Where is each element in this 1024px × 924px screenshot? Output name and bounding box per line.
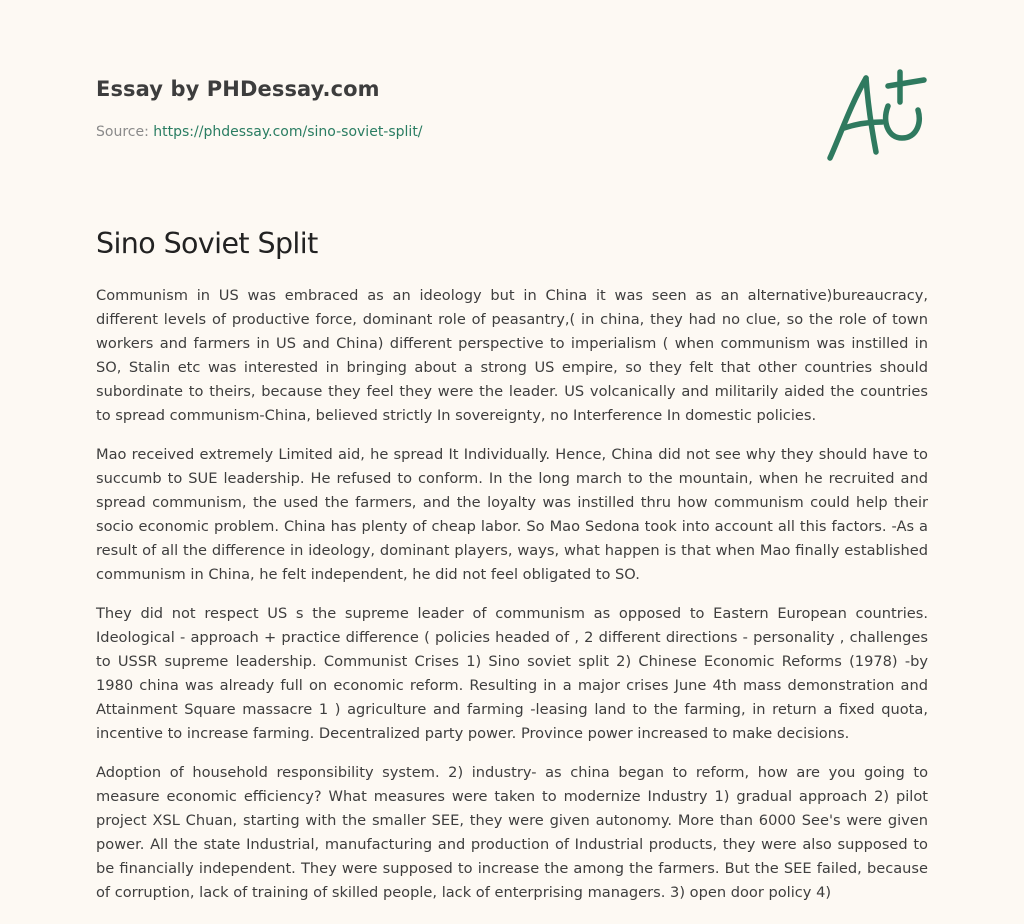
source-line bbox=[96, 122, 936, 142]
document-header bbox=[96, 74, 936, 142]
essay-paragraph: Communism in US was embraced as an ideology but in China it was seen as an alternative)bureaucracy, different levels of productive force, dominant role of peasantry,( in china, they had no clue, so the role of town workers and farmers in US and China) different perspective to imperialism ( when communism was instilled in SO, Stalin etc was interested in bringing about a strong US empire, so they felt that other countries should subordinate to theirs, because they feel they were the leader. US volcanically and militarily aided the countries to spread communism-China, believed strictly In sovereignty, no Interference In domestic policies. bbox=[96, 287, 928, 424]
a-plus-grade-icon bbox=[822, 66, 932, 166]
source-link[interactable]: https://phdessay.com/sino-soviet-split/ bbox=[153, 124, 423, 140]
essay-paragraph: They did not respect US s the supreme leader of communism as opposed to Eastern European countries. Ideological - approach + practice difference ( policies headed of , 2 different directions - personality , challenges to USSR supreme leadership. Communist Crises 1) Sino soviet split 2) Chinese Economic Reforms (1978) -by 1980 china was already full on economic reform. Resulting in a major crises June 4th mass demonstration and Attainment Square massacre 1 ) agriculture and farming -leasing land to the farming, in return a fixed quota, incentive to increase farming. Decentralized party power. Province power increased to make decisions. bbox=[96, 605, 928, 742]
essay-paragraph: Mao received extremely Limited aid, he spread It Individually. Hence, China did not see why they should have to succumb to SUE leadership. He refused to conform. In the long march to the mountain, when he recruited and spread communism, the used the farmers, and the loyalty was instilled thru how communism could help their socio economic problem. China has plenty of cheap labor. So Mao Sedona took into account all this factors. -As a result of all the difference in ideology, dominant players, ways, what happen is that when Mao finally established communism in China, he felt independent, he did not feel obligated to SO. bbox=[96, 446, 928, 583]
a-plus-grade-svg bbox=[822, 66, 932, 166]
brand-title: Essay by PHDessay.com bbox=[96, 77, 380, 101]
essay-paragraph: Adoption of household responsibility system. 2) industry- as china began to reform, how are you going to measure economic efficiency? What measures were taken to modernize Industry 1) gradual approach 2) pilot project XSL Chuan, starting with the smaller SEE, they were given autonomy. More than 6000 See's were given power. All the state Industrial, manufacturing and production of Industrial products, they were also supposed to be financially independent. They were supposed to increase the among the farmers. But the SEE failed, because of corruption, lack of training of skilled people, lack of enterprising managers. 3) open door policy 4) bbox=[96, 764, 928, 901]
essay-body bbox=[96, 284, 928, 920]
essay-title: Sino Soviet Split bbox=[96, 227, 318, 260]
source-label: Source: bbox=[96, 124, 149, 140]
